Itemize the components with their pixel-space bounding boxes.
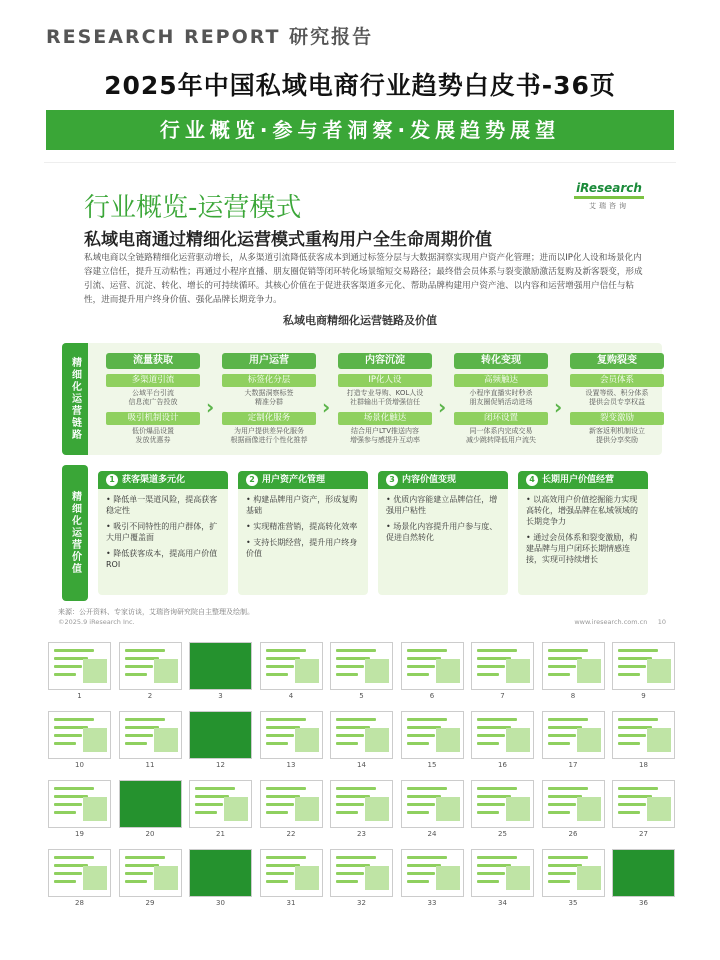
slide-thumbnail[interactable] [330,711,393,759]
value-item: • 以高效用户价值挖掘能力实现高转化，增强品牌在私域领域的长期竞争力 [526,495,638,526]
stage-item: 吸引机制设计 [106,412,200,425]
value-card-1 [98,471,228,595]
stage-item: 高频触达 [454,374,548,387]
featured-slide [44,162,676,628]
slide-thumbnail[interactable] [612,780,675,828]
thumbnail-number: 32 [357,899,366,907]
logo-subtext: 艾瑞咨询 [589,202,629,210]
slide-title: 行业概览-运营模式 [84,193,302,223]
stage-title: 用户运营 [222,353,316,369]
stage-item: IP化人设 [338,374,432,387]
value-item: • 降低单一渠道风险，提高获客稳定性 [106,495,218,515]
stage-item-desc: 设置等级、积分体系 提供会员专享权益 [585,389,649,406]
thumbnail-number: 24 [427,830,437,838]
thumbnail-number: 12 [216,761,225,769]
slide-thumbnail[interactable] [119,849,182,897]
slide-thumbnail[interactable] [189,642,252,690]
value-card-header [378,471,508,489]
copyright: ©2025.9 iResearch Inc. [58,618,135,626]
slide-thumbnail[interactable] [471,711,534,759]
website [574,618,666,626]
thumbnail-number: 33 [427,899,437,907]
value-card-title: 长期用户价值经营 [542,475,615,485]
stage-item-desc: 同一体系内完成交易 减少跳转降低用户流失 [466,427,536,444]
stage-4 [454,353,548,445]
thumbnail-number: 11 [145,761,155,769]
slide-thumbnail[interactable] [330,849,393,897]
value-card-title: 用户资产化管理 [262,475,326,485]
slide-thumbnail[interactable] [119,780,182,828]
value-card-4 [518,471,648,595]
stage-item: 定制化服务 [222,412,316,425]
thumbnail-number: 30 [216,899,225,907]
value-card-header [98,471,228,489]
stage-item: 标签化分层 [222,374,316,387]
chevron-right-icon: › [322,395,331,419]
report-label: RESEARCH REPORT 研究报告 [46,26,374,48]
thumbnail-number: 6 [429,692,435,700]
slide-thumbnail[interactable] [542,849,605,897]
section-banner: 行业概览·参与者洞察·发展趋势展望 [46,110,674,150]
slide-paragraph: 私域电商以全链路精细化运营驱动增长，从多渠道引流降低获客成本到通过标签分层与大数据洞察实现用户资产化管理；进而以IP化人设和场景化内容建立信任，提升互动粘性；再通过小程序直播、朋友圈促销等闭环转化场景缩短交易路径；最终借会员体系与裂变激励激活复购及新客裂变，形成引流、运营、沉淀、转化、增长的可持续循环。其核心价值在于促进获客渠道多元化、帮助品牌构建用户资产池、以内容和运营增强用户信任与粘性，进而提升用户终身价值、强化品牌长期竞争力。 [84,253,643,305]
thumbnail-number: 10 [75,761,84,769]
value-item: • 优质内容能建立品牌信任，增强用户粘性 [386,495,498,515]
section-label-chain: 精细化运营链路 [62,343,88,455]
thumbnail-number: 36 [639,899,648,907]
slide-thumbnail[interactable] [612,711,675,759]
value-item: • 降低获客成本，提高用户价值ROI [106,549,218,569]
slide-thumbnail[interactable] [542,780,605,828]
iresearch-logo [564,177,654,211]
thumbnail-number: 18 [639,761,648,769]
slide-thumbnail[interactable] [330,780,393,828]
thumbnail-number: 22 [286,830,296,838]
stage-item-desc: 打造专业导购、KOL人设 社群输出干货增强信任 [346,389,424,406]
thumbnail-number: 16 [498,761,507,769]
thumbnail-number: 20 [145,830,155,838]
thumbnail-number: 17 [568,761,578,769]
stage-item-desc: 结合用户LTV推送内容 增强参与感提升互动率 [350,427,420,444]
thumbnail-number: 23 [357,830,366,838]
logo-wordmark: iResearch [574,181,644,199]
slide-thumbnail[interactable] [612,642,675,690]
slide-thumbnail[interactable] [401,849,464,897]
stage-item: 多渠道引流 [106,374,200,387]
stage-3 [338,353,432,445]
stage-5 [570,353,664,445]
value-card-header [518,471,648,489]
thumbnail-number: 35 [568,899,578,907]
thumbnail-number: 34 [498,899,507,907]
slide-thumbnail[interactable] [48,849,111,897]
thumbnail-number: 28 [75,899,84,907]
slide-thumbnail[interactable] [471,642,534,690]
stage-title: 转化变现 [454,353,548,369]
value-item: • 通过会员体系和裂变激励，构建品牌与用户闭环长期情感连接，实现可持续增长 [526,533,638,564]
chain-title: 私域电商精细化运营链路及价值 [283,314,437,327]
thumbnail-number: 14 [357,761,366,769]
value-card-title: 获客渠道多元化 [122,475,186,485]
thumbnail-number: 25 [498,830,507,838]
thumbnail-number: 29 [145,899,155,907]
thumbnail-number: 4 [288,692,294,700]
stage-item: 会员体系 [570,374,664,387]
stage-1 [106,353,200,445]
thumbnail-number: 5 [359,692,364,700]
slide-thumbnail[interactable] [119,642,182,690]
slide-thumbnail[interactable] [542,642,605,690]
thumbnail-number: 2 [147,692,153,700]
stage-title: 内容沉淀 [338,353,432,369]
number-badge: 2 [246,474,258,486]
stage-item: 场景化触达 [338,412,432,425]
value-card-title: 内容价值变现 [402,475,457,485]
thumbnail-number: 31 [286,899,296,907]
slide-thumbnail[interactable] [189,711,252,759]
operation-value-section [62,465,662,601]
slide-thumbnail[interactable] [330,642,393,690]
slide-thumbnail[interactable] [260,642,323,690]
number-badge: 4 [526,474,538,486]
thumbnail-number: 21 [216,830,225,838]
thumbnail-number: 26 [568,830,578,838]
number-badge: 1 [106,474,118,486]
value-item: • 吸引不同特性的用户群体，扩大用户覆盖面 [106,522,218,542]
slide-thumbnail[interactable] [471,849,534,897]
operation-chain-section [62,343,662,455]
slide-thumbnail[interactable] [48,711,111,759]
slide-thumbnail[interactable] [189,849,252,897]
slide-thumbnail[interactable] [260,711,323,759]
thumbnail-number: 19 [75,830,84,838]
stage-item-desc: 低价爆品设置 发放优惠券 [132,427,174,444]
website-url: www.iresearch.com.cn [574,618,648,626]
stage-2 [222,353,316,445]
thumbnail-number: 13 [286,761,296,769]
stage-item-desc: 公域平台引流 信息流广告投放 [128,389,178,406]
chevron-right-icon: › [554,395,563,419]
thumbnail-number: 8 [570,692,576,700]
slide-thumbnail[interactable] [401,780,464,828]
value-item: • 场景化内容提升用户参与度、促进自然转化 [386,522,498,542]
slide-thumbnail[interactable] [260,849,323,897]
slide-thumbnail[interactable] [471,780,534,828]
value-card-2 [238,471,368,595]
slide-thumbnail[interactable] [542,711,605,759]
value-item: • 构建品牌用户资产，形成复购基础 [246,495,358,515]
stage-title: 流量获取 [106,353,200,369]
page-number: 10 [657,618,666,626]
slide-thumbnail[interactable] [48,642,111,690]
stage-title: 复购裂变 [570,353,664,369]
value-item: • 支持长期经营，提升用户终身价值 [246,538,358,558]
chevron-right-icon: › [206,395,215,419]
chevron-right-icon: › [438,395,447,419]
value-card-header [238,471,368,489]
slide-thumbnail[interactable] [401,642,464,690]
number-badge: 3 [386,474,398,486]
slide-thumbnail[interactable] [48,780,111,828]
slide-thumbnail[interactable] [119,711,182,759]
report-title: 2025年中国私域电商行业趋势白皮书-36页 [104,71,616,100]
thumbnail-number: 15 [427,761,437,769]
thumbnail-number: 9 [641,692,646,700]
thumbnail-number: 27 [639,830,648,838]
value-item: • 实现精准营销，提高转化效率 [246,522,358,531]
stage-item-desc: 小程序直播实时秒杀 朋友圈促销活动进场 [469,389,533,406]
slide-thumbnail[interactable] [612,849,675,897]
value-card-3 [378,471,508,595]
stage-item-desc: 大数据洞察标签 精准分群 [244,389,294,406]
section-label-value: 精细化运营价值 [62,465,88,601]
stage-item-desc: 新客返利机制设立 提供分享奖励 [589,427,645,444]
stage-item: 裂变激励 [570,412,664,425]
source-note: 来源：公开资料、专家访谈，艾瑞咨询研究院自主整理及绘制。 [58,608,254,616]
slide-subtitle: 私域电商通过精细化运营模式重构用户全生命周期价值 [84,230,492,250]
slide-thumbnail[interactable] [189,780,252,828]
thumbnail-number: 1 [77,692,82,700]
stage-item-desc: 为用户提供差异化服务 根据画像进行个性化推荐 [230,427,308,444]
slide-thumbnail[interactable] [401,711,464,759]
stage-item: 闭环设置 [454,412,548,425]
thumbnail-number: 7 [500,692,505,700]
thumbnail-number: 3 [218,692,223,700]
slide-thumbnail[interactable] [260,780,323,828]
